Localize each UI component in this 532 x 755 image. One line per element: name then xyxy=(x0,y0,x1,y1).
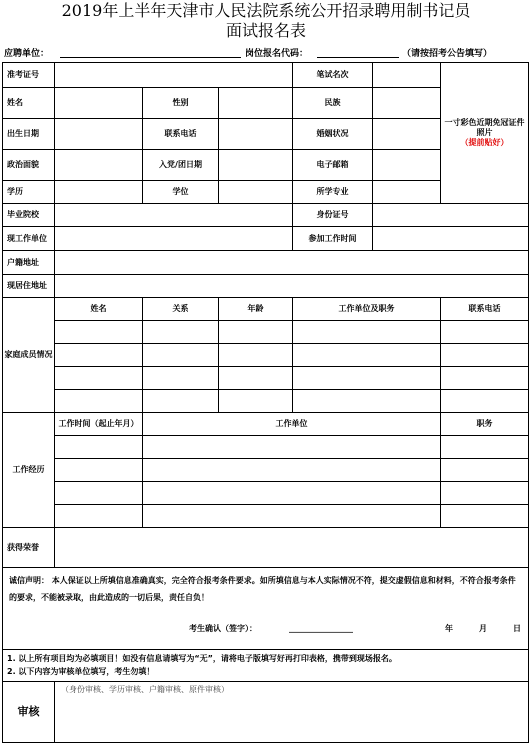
education-value[interactable] xyxy=(55,181,143,204)
party-date-value[interactable] xyxy=(219,150,293,181)
work-cell[interactable] xyxy=(55,459,143,482)
family-cell[interactable] xyxy=(219,367,293,390)
work-row xyxy=(3,505,529,528)
declaration-block xyxy=(3,568,529,650)
family-cell[interactable] xyxy=(441,344,529,367)
family-cell[interactable] xyxy=(55,390,143,413)
family-cell[interactable] xyxy=(55,344,143,367)
ethnicity-value[interactable] xyxy=(373,88,441,119)
major-value[interactable] xyxy=(373,181,441,204)
work-cell[interactable] xyxy=(55,482,143,505)
work-row xyxy=(3,459,529,482)
gender-value[interactable] xyxy=(219,88,293,119)
note-item: 2. 以下内容为审核单位填写，考生勿填！ xyxy=(7,667,155,676)
notes-block xyxy=(3,650,529,682)
unit-label: 应聘单位： xyxy=(4,49,50,59)
name-value[interactable] xyxy=(55,88,143,119)
marital-value[interactable] xyxy=(373,119,441,150)
family-cell[interactable] xyxy=(219,390,293,413)
work-col-post: 职务 xyxy=(441,413,529,436)
hint-text: （请按招考公告填写） xyxy=(402,49,493,59)
family-cell[interactable] xyxy=(293,367,441,390)
family-cell[interactable] xyxy=(293,344,441,367)
work-cell[interactable] xyxy=(143,436,441,459)
form-title-line2: 面试报名表 xyxy=(225,21,306,40)
work-unit-label: 现工作单位 xyxy=(3,227,55,251)
registration-form-table xyxy=(2,62,529,743)
phone-value[interactable] xyxy=(219,119,293,150)
family-cell[interactable] xyxy=(293,390,441,413)
family-cell[interactable] xyxy=(55,321,143,344)
sign-day: 日 xyxy=(513,624,521,633)
family-cell[interactable] xyxy=(143,390,219,413)
ethnicity-label: 民族 xyxy=(293,88,373,119)
work-cell[interactable] xyxy=(441,505,529,528)
phone-label: 联系电话 xyxy=(143,119,219,150)
family-col-name: 姓名 xyxy=(55,298,143,321)
application-header-row xyxy=(2,44,528,60)
school-label: 毕业院校 xyxy=(3,204,55,227)
name-label: 姓名 xyxy=(3,88,55,119)
work-cell[interactable] xyxy=(55,436,143,459)
family-cell[interactable] xyxy=(293,321,441,344)
written-rank-label: 笔试名次 xyxy=(293,63,373,88)
work-unit-value[interactable] xyxy=(55,227,293,251)
family-row xyxy=(3,344,529,367)
work-cell[interactable] xyxy=(143,505,441,528)
note-item: 1. 以上所有项目均为必填项目！如没有信息请填写为“无”，请将电子版填写好再打印表格，携带到现场报名。 xyxy=(7,654,397,663)
family-col-phone: 联系电话 xyxy=(441,298,529,321)
family-cell[interactable] xyxy=(143,344,219,367)
review-label: 审核 xyxy=(3,682,55,743)
family-cell[interactable] xyxy=(441,367,529,390)
awards-label: 获得荣誉 xyxy=(3,528,55,568)
work-cell[interactable] xyxy=(441,436,529,459)
work-start-value[interactable] xyxy=(373,227,529,251)
hukou-label: 户籍地址 xyxy=(3,251,55,275)
family-col-relation: 关系 xyxy=(143,298,219,321)
work-start-label: 参加工作时间 xyxy=(293,227,373,251)
email-value[interactable] xyxy=(373,150,441,181)
family-label: 家庭成员情况 xyxy=(3,298,55,413)
family-col-age: 年龄 xyxy=(219,298,293,321)
sign-year: 年 xyxy=(445,624,453,633)
family-row xyxy=(3,321,529,344)
work-history-label: 工作经历 xyxy=(3,413,55,528)
exam-no-value[interactable] xyxy=(55,63,293,88)
work-cell[interactable] xyxy=(441,482,529,505)
work-cell[interactable] xyxy=(143,459,441,482)
work-cell[interactable] xyxy=(143,482,441,505)
id-no-value[interactable] xyxy=(373,204,529,227)
marital-label: 婚姻状况 xyxy=(293,119,373,150)
family-row xyxy=(3,390,529,413)
work-col-time: 工作时间（起止年月） xyxy=(55,413,143,436)
work-cell[interactable] xyxy=(441,459,529,482)
party-date-label: 入党/团日期 xyxy=(143,150,219,181)
form-title-line1: 2019年上半年天津市人民法院系统公开招录聘用制书记员 xyxy=(61,1,471,20)
review-items: （身份审核、学历审核、户籍审核、原件审核） xyxy=(55,682,529,743)
work-cell[interactable] xyxy=(55,505,143,528)
signature-label: 考生确认（签字）： xyxy=(189,624,257,633)
birth-label: 出生日期 xyxy=(3,119,55,150)
work-col-unit: 工作单位 xyxy=(143,413,441,436)
birth-value[interactable] xyxy=(55,119,143,150)
degree-label: 学位 xyxy=(143,181,219,204)
family-cell[interactable] xyxy=(441,321,529,344)
work-row xyxy=(3,436,529,459)
degree-value[interactable] xyxy=(219,181,293,204)
position-code-label: 岗位报名代码： xyxy=(245,49,309,59)
family-row xyxy=(3,367,529,390)
written-rank-value[interactable] xyxy=(373,63,441,88)
education-label: 学历 xyxy=(3,181,55,204)
declaration-text: 诚信声明： 本人保证以上所填信息准确真实，完全符合报考条件要求。如所填信息与本人实际情况不符，提交虚假信息和材料，不符合报考条件的要求，不能被录取，由此造成的一切后果，责任自负！ xyxy=(9,576,516,602)
exam-no-label: 准考证号 xyxy=(3,63,55,88)
family-cell[interactable] xyxy=(219,321,293,344)
photo-note: （提前贴好） xyxy=(460,138,509,147)
family-cell[interactable] xyxy=(219,344,293,367)
residence-value[interactable] xyxy=(55,275,529,298)
residence-label: 现居住地址 xyxy=(3,275,55,298)
school-value[interactable] xyxy=(55,204,293,227)
hukou-value[interactable] xyxy=(55,251,529,275)
signature-blank[interactable]: ________________ xyxy=(289,624,353,633)
politics-value[interactable] xyxy=(55,150,143,181)
family-cell[interactable] xyxy=(55,367,143,390)
family-cell[interactable] xyxy=(143,367,219,390)
politics-label: 政治面貌 xyxy=(3,150,55,181)
family-cell[interactable] xyxy=(143,321,219,344)
work-row xyxy=(3,482,529,505)
family-col-work: 工作单位及职务 xyxy=(293,298,441,321)
position-code-field[interactable] xyxy=(317,57,399,58)
id-no-label: 身份证号 xyxy=(293,204,373,227)
email-label: 电子邮箱 xyxy=(293,150,373,181)
sign-month: 月 xyxy=(479,624,487,633)
photo-label: 一寸彩色近期免冠证件照片 xyxy=(444,118,525,137)
photo-box[interactable] xyxy=(441,63,529,204)
awards-value[interactable] xyxy=(55,528,529,568)
major-label: 所学专业 xyxy=(293,181,373,204)
unit-field[interactable] xyxy=(60,57,241,58)
family-cell[interactable] xyxy=(441,390,529,413)
gender-label: 性别 xyxy=(143,88,219,119)
